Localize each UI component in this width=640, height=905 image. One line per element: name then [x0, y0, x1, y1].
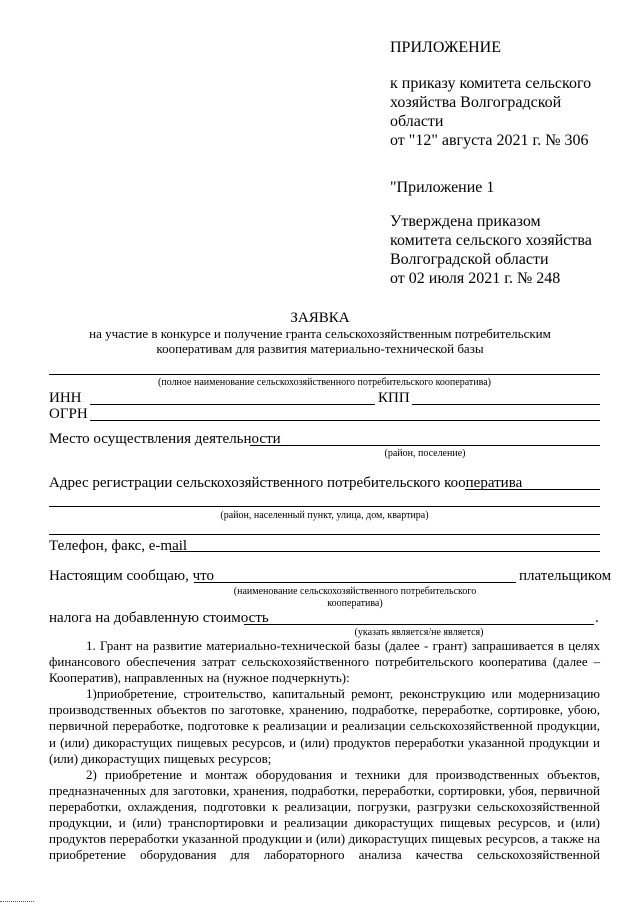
- notice-hint: (наименование сельскохозяйственного потребительского: [233, 586, 477, 597]
- approval-line: Утверждена приказом: [390, 213, 541, 230]
- paragraph-3: 2) приобретение и монтаж оборудования и техники для производственных объектов, предназначенных для заготовки, хранения, подработки, переработки, сортировки, убоя, первичной переработки, охлаждения, подготовки к реализации, погрузки, разгрузки сельскохозяйственной продукции, и (или) транспортировки и реализации дикорастущих пищевых ресурсов, и (или) продуктов переработки указанной продукции и (или) дикорастущих пищевых ресурсов, а также на приобретение оборудования для лабораторного анализа качества сельскохозяйственной: [49, 766, 600, 863]
- place-field[interactable]: [250, 445, 600, 446]
- page-edge-mark: [0, 901, 34, 902]
- document-title: ЗАЯВКА: [290, 310, 350, 326]
- ogrn-field[interactable]: [90, 420, 600, 421]
- place-label: Место осуществления деятельности: [49, 431, 281, 447]
- approval-line: Волгоградской области: [390, 251, 549, 268]
- document-subtitle: кооперативам для развития материально-технической базы: [156, 341, 484, 356]
- vat-hint: (указать является/не является): [354, 627, 484, 638]
- vat-label: налога на добавленную стоимость: [49, 610, 269, 626]
- notice-label: Настоящим сообщаю, что: [49, 568, 215, 584]
- order-line: хозяйства Волгоградской: [390, 94, 562, 111]
- vat-period: .: [595, 610, 599, 626]
- kpp-field[interactable]: [412, 404, 600, 405]
- coop-name-hint: (полное наименование сельскохозяйственного потребительского кооператива): [158, 377, 491, 388]
- address-field-line3[interactable]: [49, 534, 600, 535]
- order-reference: [390, 74, 630, 150]
- notice-coop-field[interactable]: [194, 582, 516, 583]
- approval-line: от 02 июля 2021 г. № 248: [390, 270, 561, 287]
- address-field[interactable]: [465, 489, 600, 490]
- notice-hint: кооператива): [327, 598, 383, 609]
- address-label: Адрес регистрации сельскохозяйственного потребительского кооператива: [49, 475, 523, 491]
- order-line: области: [390, 113, 444, 130]
- order-line: от "12" августа 2021 г. № 306: [390, 132, 589, 149]
- ogrn-label: ОГРН: [49, 406, 88, 422]
- address-field-line2[interactable]: [49, 506, 600, 507]
- vat-field[interactable]: [244, 624, 594, 625]
- place-hint: (район, поселение): [384, 448, 466, 459]
- order-line: к приказу комитета сельского: [390, 75, 592, 92]
- kpp-label: КПП: [378, 390, 410, 406]
- coop-name-field[interactable]: [49, 374, 600, 375]
- inn-label: ИНН: [49, 390, 82, 406]
- phone-label: Телефон, факс, e-mail: [49, 538, 188, 554]
- payer-label: плательщиком: [519, 568, 612, 584]
- approval-line: комитета сельского хозяйства: [390, 232, 592, 249]
- appendix-title: ПРИЛОЖЕНИЕ: [390, 39, 502, 56]
- inn-field[interactable]: [90, 404, 375, 405]
- address-hint: (район, населенный пункт, улица, дом, квартира): [220, 510, 429, 521]
- approval-reference: [390, 212, 630, 288]
- application-body: [49, 638, 600, 863]
- paragraph-1: 1. Грант на развитие материально-технической базы (далее - грант) запрашивается в целях финансового обеспечения затрат сельскохозяйственного потребительского кооператива (далее – Кооператив), направленных на (нужное подчеркнуть):: [49, 638, 600, 686]
- phone-field[interactable]: [170, 551, 600, 552]
- document-subtitle: на участие в конкурсе и получение гранта сельскохозяйственным потребительским: [89, 326, 551, 341]
- appendix1-title: "Приложение 1: [390, 179, 495, 196]
- paragraph-2: 1)приобретение, строительство, капитальный ремонт, реконструкцию или модернизацию производственных объектов по заготовке, хранению, подработке, переработке, сортировке, убою, первичной переработке, подготовке к реализации и реализации сельскохозяйственной продукции, и (или) дикорастущих пищевых ресурсов, и (или) продуктов переработки указанной продукции и (или) дикорастущих пищевых ресурсов;: [49, 686, 600, 766]
